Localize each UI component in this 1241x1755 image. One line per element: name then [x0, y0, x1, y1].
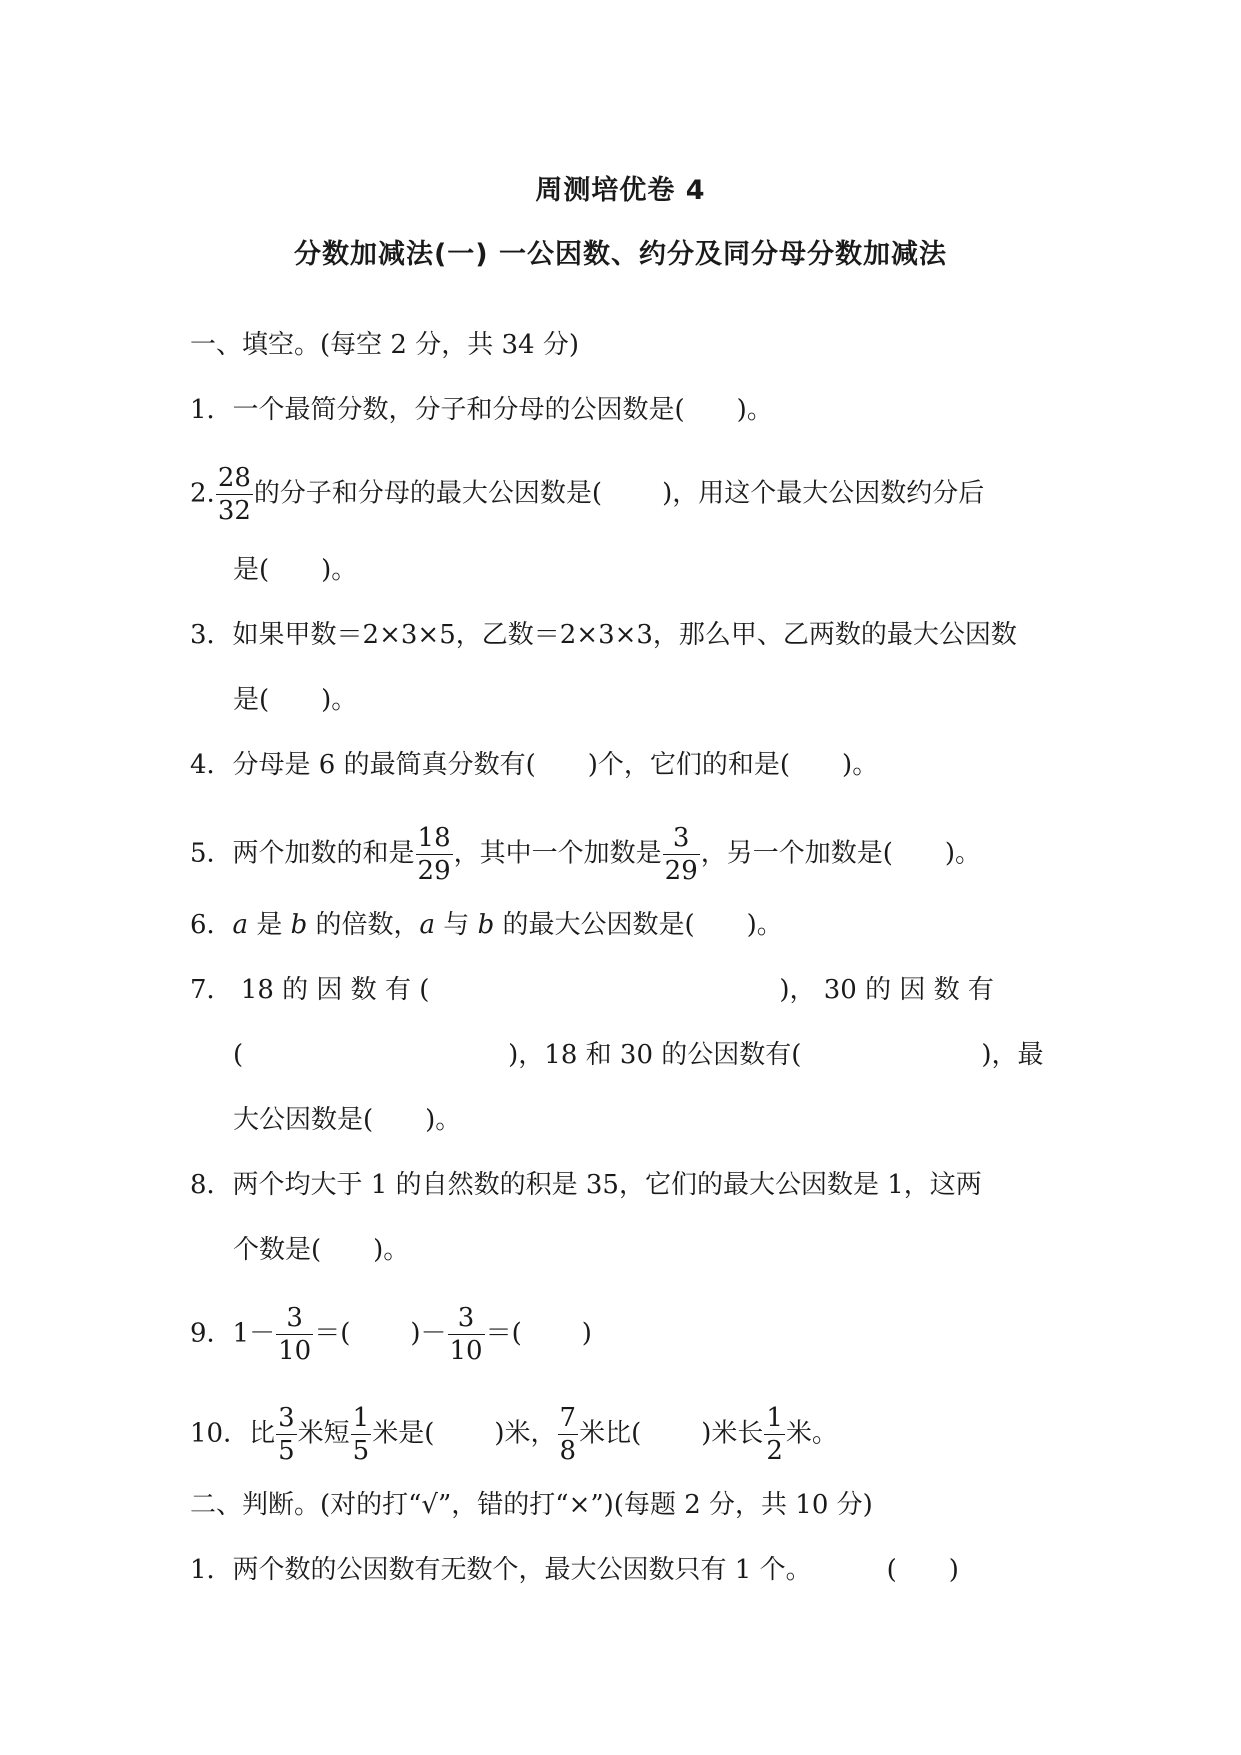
j1-answer-paren: ( ) [886, 1555, 959, 1585]
question-9 [190, 1305, 592, 1364]
question-8: 8．两个均大于 1 的自然数的积是 35，它们的最大公因数是 1，这两 [190, 1170, 982, 1200]
q7-line1-a: 7． 18 的 因 数 有 ( [190, 975, 430, 1005]
question-7-line2 [233, 1035, 1044, 1075]
q10-f1-denominator: 5 [278, 1436, 295, 1466]
q9-fraction-2 [448, 1305, 485, 1364]
q6-var-a: a [232, 910, 249, 940]
question-2-line2: 是( )。 [233, 555, 358, 585]
section1-heading: 一、填空。(每空 2 分，共 34 分) [190, 330, 579, 360]
question-7 [190, 970, 994, 1010]
q10-f1-numerator: 3 [278, 1403, 295, 1433]
q2-text-a: 的分子和分母的最大公因数是( [253, 478, 603, 509]
q10-f4-denominator: 2 [766, 1436, 783, 1466]
q5-text-b: ，其中一个加数是 [453, 838, 662, 869]
question-6 [190, 905, 783, 945]
q10-f3-numerator: 7 [559, 1403, 577, 1433]
q2-number: 2. [190, 478, 215, 509]
q5-fraction-2 [663, 825, 700, 884]
q10-fraction-4 [764, 1405, 785, 1464]
q5-text-a: 5．两个加数的和是 [190, 838, 415, 869]
q6-text-1: 是 [248, 910, 291, 940]
q2-fraction [216, 465, 253, 524]
question-2 [190, 465, 984, 524]
q2-frac-denominator: 32 [217, 496, 251, 526]
q9-text-d: ＝( [485, 1318, 522, 1349]
q6-var-b: b [290, 910, 308, 940]
question-8-line2: 个数是( )。 [233, 1235, 410, 1265]
q10-text-e: 米比( [579, 1418, 642, 1449]
q9-text-b: ＝( [314, 1318, 351, 1349]
question-4: 4．分母是 6 的最简真分数有( )个，它们的和是( )。 [190, 750, 879, 780]
q6-var-b2: b [477, 910, 495, 940]
judgement-1 [190, 1550, 959, 1590]
q9-f2-denominator: 10 [449, 1336, 483, 1366]
q7-line2-b: )，18 和 30 的公因数有( [508, 1040, 802, 1070]
q9-text-a: 9．1－ [190, 1318, 276, 1349]
q10-text-c: 米是( [372, 1418, 435, 1449]
q10-text-b: 米短 [297, 1418, 350, 1449]
q10-fraction-3 [558, 1405, 579, 1464]
question-3-line2: 是( )。 [233, 685, 358, 715]
q9-text-c: )－ [410, 1318, 447, 1349]
q5-f1-denominator: 29 [417, 856, 451, 886]
q5-f2-denominator: 29 [664, 856, 698, 886]
q10-fraction-2 [351, 1405, 372, 1464]
q9-text-e: ) [581, 1318, 592, 1349]
q9-f1-denominator: 10 [278, 1336, 312, 1366]
q7-line1-b: )， 30 的 因 数 有 [779, 975, 994, 1005]
q10-f3-denominator: 8 [559, 1436, 577, 1466]
q10-f2-numerator: 1 [352, 1403, 370, 1433]
q6-text-4: 的最大公因数是( )。 [494, 910, 783, 940]
q6-number: 6． [190, 910, 233, 940]
q5-f1-numerator: 18 [417, 823, 451, 853]
q9-f1-numerator: 3 [276, 1305, 313, 1335]
q7-line2-c: )，最 [981, 1040, 1044, 1070]
q6-text-2: 的倍数， [307, 910, 420, 940]
page-title: 周测培优卷 4 [535, 175, 706, 206]
q10-f2-denominator: 5 [352, 1436, 370, 1466]
question-10 [190, 1405, 838, 1464]
q5-text-c: ，另一个加数是( )。 [700, 838, 982, 869]
question-7-line3: 大公因数是( )。 [233, 1105, 462, 1135]
q5-f2-numerator: 3 [663, 825, 700, 855]
q7-line2-a: ( [233, 1040, 244, 1070]
q2-frac-numerator: 28 [217, 463, 251, 493]
question-3: 3．如果甲数＝2×3×5，乙数＝2×3×3，那么甲、乙两数的最大公因数 [190, 620, 1017, 650]
q10-text-g: 米。 [785, 1418, 838, 1449]
question-5 [190, 825, 981, 884]
q10-f4-numerator: 1 [766, 1403, 783, 1433]
q10-text-f: )米长 [701, 1418, 764, 1449]
q2-text-b: )，用这个最大公因数约分后 [662, 478, 985, 509]
j1-text: 1．两个数的公因数有无数个，最大公因数只有 1 个。 [190, 1555, 812, 1585]
question-1: 1．一个最简分数，分子和分母的公因数是( )。 [190, 395, 773, 425]
q10-text-d: )米， [494, 1418, 557, 1449]
q10-fraction-1 [276, 1405, 297, 1464]
q10-text-a: 10．比 [190, 1418, 276, 1449]
q6-text-3: 与 [435, 910, 478, 940]
q5-fraction-1 [416, 825, 453, 884]
q6-var-a2: a [419, 910, 436, 940]
q9-f2-numerator: 3 [448, 1305, 485, 1335]
section2-heading: 二、判断。(对的打“√”，错的打“×”)(每题 2 分，共 10 分) [190, 1490, 873, 1520]
page-subtitle: 分数加减法(一) 一公因数、约分及同分母分数加减法 [293, 239, 948, 270]
q9-fraction-1 [276, 1305, 313, 1364]
